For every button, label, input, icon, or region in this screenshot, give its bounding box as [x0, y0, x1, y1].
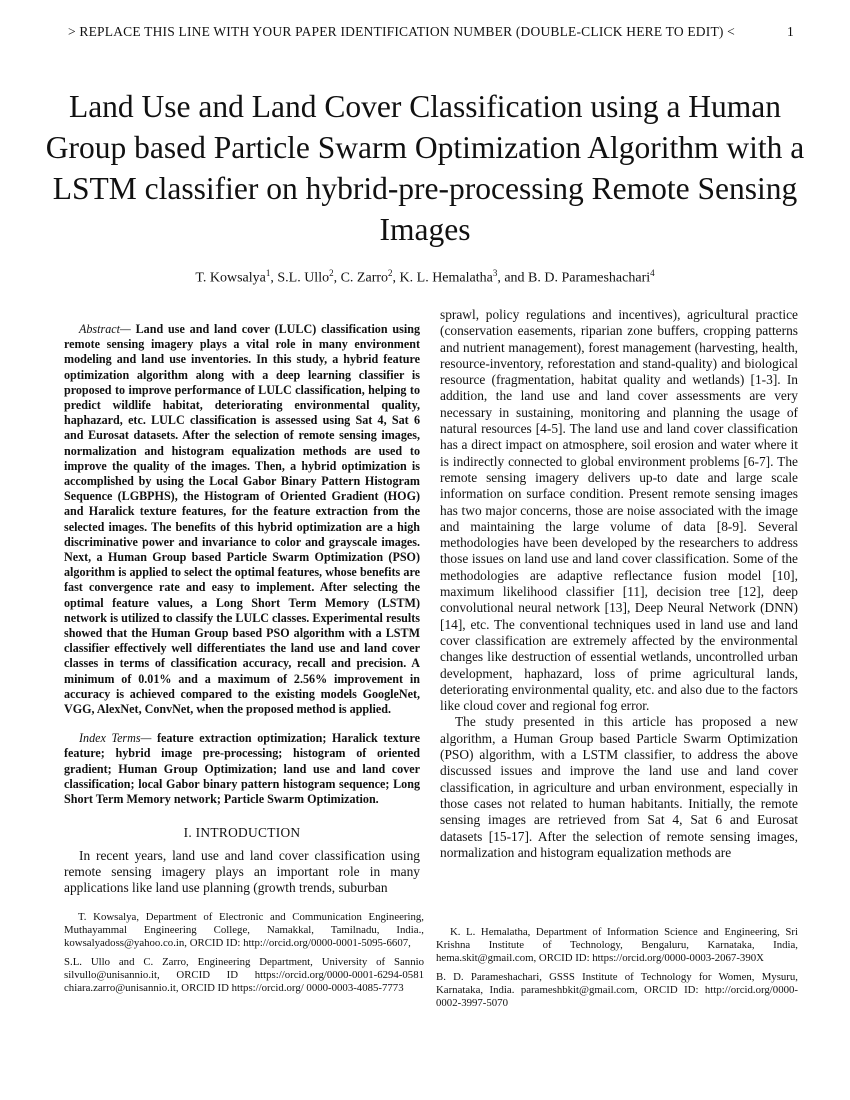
header-text: > REPLACE THIS LINE WITH YOUR PAPER IDENTIFICATION NUMBER (DOUBLE-CLICK HERE TO EDIT) <: [68, 24, 735, 39]
author-name: B. D. Parameshachari: [528, 270, 651, 286]
abstract-text: Land use and land cover (LULC) classification using remote sensing imagery plays a vital role in many environment modeling and land use inventories. In this study, a hybrid feature optimization algorithm along with a deep learning classifier is proposed to improve performance of LULC classification, helping to predict wildlife habitat, deteriorating environmental quality, haphazard, etc. LULC classification is assessed using Sat 4, Sat 6 and Eurosat datasets. After the selection of remote sensing images, normalization and histogram equalization methods are used to improve the quality of the images. Then, a hybrid optimization is accomplished by using the Local Gabor Binary Pattern Histogram Sequence (LGBPHS), the Histogram of Oriented Gradient (HOG) and Haralick texture features, for the feature extraction from the selected images. The benefits of this hybrid optimization are a high discriminative power and invariance to color and grayscale images. Next, a Human Group based Particle Swarm Optimization (PSO) algorithm is applied to select the optimal features, whose benefits are fast convergence rate and easy to implement. After selecting the optimal feature values, a Long Short Term Memory (LSTM) network is utilized to classify the LULC classes. Experimental results showed that the Human Group based PSO algorithm with a LSTM classifier effectively well differentiates the land use and land cover classes in terms of classification accuracy, recall and precision. A minimum of 0.01% and a maximum of 2.56% improvement in accuracy is achieved compared to the existing models GoogleNet, VGG, AlexNet, ConvNet, when the proposed method is applied.: [64, 322, 420, 717]
author-separator: ,: [333, 270, 341, 286]
author-affiliation-marker: 2: [329, 268, 334, 278]
left-column: [64, 322, 420, 896]
author-name: C. Zarro: [340, 270, 389, 286]
footnote: T. Kowsalya, Department of Electronic and Communication Engineering, Muthayammal Engineering College, Namakkal, Tamilnadu, India., kowsalyadoss@yahoo.co.in, ORCID ID: http://orcid.org/0000-0001-5095-6607,: [64, 911, 424, 950]
author-affiliation-marker: 2: [388, 268, 393, 278]
author-list: [40, 268, 810, 287]
footnote: K. L. Hemalatha, Department of Information Science and Engineering, Sri Krishna Institute of Technology, Bengaluru, Karnataka, India, hema.skit@gmail.com, ORCID ID: https://orcid.org/0000-0003-2067-390X: [436, 926, 798, 965]
footnote: B. D. Parameshachari, GSSS Institute of Technology for Women, Mysuru, Karnataka, India. parameshbkit@gmail.com, ORCID ID: http://orcid.org/0000-0002-3997-5070: [436, 971, 798, 1010]
body-paragraph: sprawl, policy regulations and incentives), agricultural practice (conservation easements, riparian zone buffers, cropping patterns and nutrient management), forest management (harvesting, health, resource-inventory, reforestation and stand-quality) and biological resource (fragmentation, habitat quality and wetlands) [1-3]. In addition, the land use and land cover assessments are very necessary in sustaining, monitoring and planning the usage of natural resources [4-5]. The land use and land cover classification has a direct impact on atmosphere, soil erosion and water where it is indirectly connected to global environment problems [6-7]. The remote sensing imagery delivers up-to date and large scale information on surface condition. Present remote sensing images has two major concerns, those are noise associated with the image and maintaining the large volume of data [8-9]. Several methodologies have been developed by the researchers to address those issues on land use and land cover classification. Some of the methodologies are adaptive reflectance fusion model [10], maximum likelihood classifier [11], decision tree [12], deep convolutional neural network [13], Deep Neural Network (DNN) [14], etc. The conventional techniques used in land use and land cover classification are extremely affected by the environmental changes like destruction of essential wetlands, uncontrolled urban development, haphazard, loss of prime agricultural lands, deteriorating environmental quality, etc. and also due to the factors like cloud cover and regional fog error.: [440, 307, 798, 714]
abstract-label: Abstract—: [79, 322, 131, 336]
author-separator: ,: [392, 270, 400, 286]
footnotes-right: [436, 926, 798, 1017]
author-affiliation-marker: 4: [650, 268, 655, 278]
author-separator: ,: [270, 270, 278, 286]
page-number: 1: [787, 24, 794, 39]
abstract: [64, 322, 420, 717]
body-paragraph: The study presented in this article has proposed a new algorithm, a Human Group based Particle Swarm Optimization (PSO) algorithm, with a LSTM classifier, to address the above discussed issues and improve the land use and land cover classification, in agriculture and urban environment, especially in those cases not related to human habitants. Initially, the remote sensing images are retrieved from Sat 4, Sat 6 and Eurosat datasets [15-17]. After the selection of remote sensing images, normalization and histogram equalization methods are: [440, 714, 798, 860]
intro-paragraph: In recent years, land use and land cover classification using remote sensing imagery plays an important role in many applications like land use planning (growth trends, suburban: [64, 847, 420, 896]
author-name: S.L. Ullo: [277, 270, 330, 286]
footnote: S.L. Ullo and C. Zarro, Engineering Department, University of Sannio silvullo@unisannio.it, ORCID ID https://orcid.org/0000-0001-6294-0581 chiara.zarro@unisannio.it, ORCID ID https://orcid.org/ 0000-0003-4085-7773: [64, 956, 424, 995]
index-terms-label: Index Terms—: [79, 731, 152, 746]
author-name: K. L. Hemalatha: [399, 270, 493, 286]
footnotes-left: [64, 911, 424, 1002]
section-heading-introduction: I. INTRODUCTION: [183, 825, 301, 841]
author-affiliation-marker: 1: [265, 268, 271, 278]
index-terms-text: feature extraction optimization; Haralick texture feature; hybrid image pre-processing; histogram of oriented gradient; Human Group Optimization; land use and land cover classification; local Gabor binary pattern histogram sequence; Long Short Term Memory network; Particle Swarm Optimization.: [64, 731, 421, 807]
index-terms: [64, 731, 420, 807]
author-name: T. Kowsalya: [195, 270, 266, 286]
right-column: [440, 307, 798, 861]
author-affiliation-marker: 3: [492, 268, 498, 278]
author-separator: , and: [497, 270, 529, 286]
paper-title: Land Use and Land Cover Classification using a Human Group based Particle Swarm Optimization Algorithm with a LSTM classifier on hybrid-pre-processing Remote Sensing Images: [45, 89, 805, 247]
